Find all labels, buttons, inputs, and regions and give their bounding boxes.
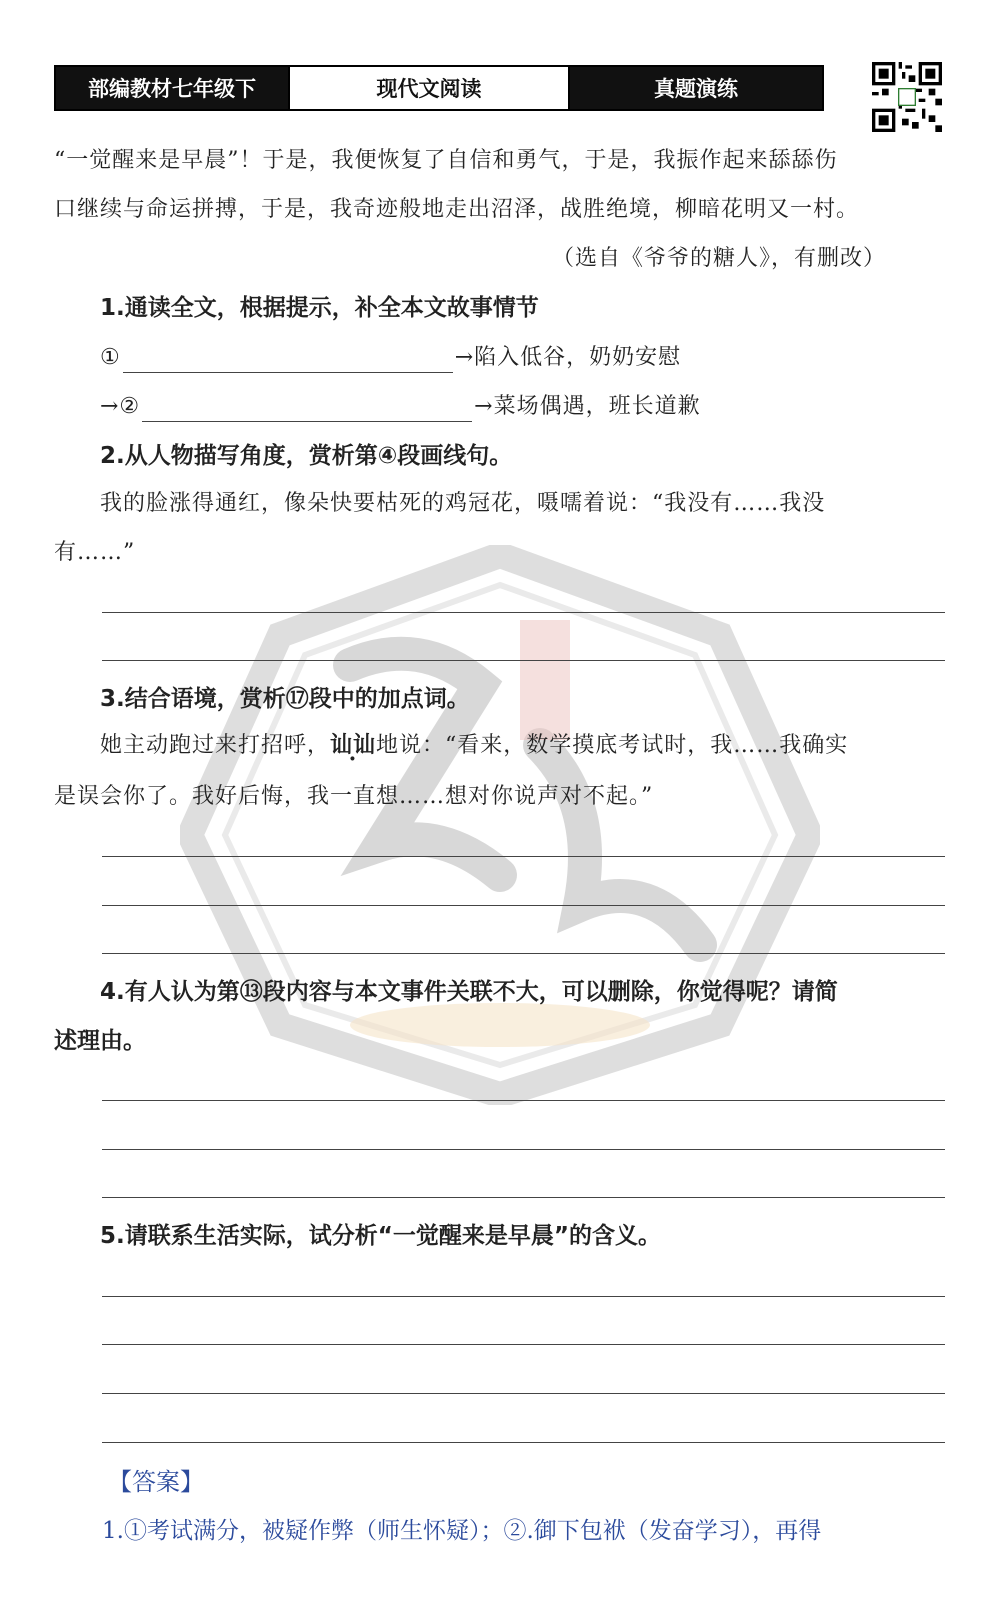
q3-dotted-word: 讪讪 xyxy=(330,732,377,758)
q3-answer-line-3[interactable] xyxy=(102,953,945,954)
passage-line-1: “一觉醒来是早晨”！于是，我便恢复了自信和勇气，于是，我振作起来舔舔伤 xyxy=(54,148,838,173)
q3-quote-part-b: 地说：“看来，数学摸底考试时，我……我确实 xyxy=(376,733,849,758)
question-4-title-line-2: 述理由。 xyxy=(54,1028,146,1054)
q1-blank-2[interactable] xyxy=(142,397,472,422)
q3-quote-line-2: 是误会你了。我好后悔，我一直想……想对你说声对不起。” xyxy=(54,784,654,809)
question-3-title: 3.结合语境，赏析⑰段中的加点词。 xyxy=(100,686,470,712)
question-2-title: 2.从人物描写角度，赏析第④段画线句。 xyxy=(100,443,513,469)
q3-answer-line-2[interactable] xyxy=(102,905,945,906)
header-section: 现代文阅读 xyxy=(288,67,570,109)
q1-item-2 xyxy=(100,392,701,422)
q1-item-1-prefix: ① xyxy=(100,345,121,370)
answer-label: 【答案】 xyxy=(108,1468,204,1496)
passage-line-2: 口继续与命运拼搏，于是，我奇迹般地走出沼泽，战胜绝境，柳暗花明又一村。 xyxy=(54,197,860,222)
watermark-logo xyxy=(180,545,820,1105)
q5-answer-line-4[interactable] xyxy=(102,1442,945,1443)
q2-quote-line-1: 我的脸涨得通红，像朵快要枯死的鸡冠花，嗫嚅着说：“我没有……我没 xyxy=(100,491,826,516)
q1-item-2-suffix: →菜场偶遇，班长道歉 xyxy=(474,394,701,419)
answer-line-1: 1.①考试满分，被疑作弊（师生怀疑）；②.御下包袱（发奋学习），再得 xyxy=(102,1518,822,1544)
q4-answer-line-3[interactable] xyxy=(102,1197,945,1198)
header-banner xyxy=(54,65,824,111)
q3-quote-part-a: 她主动跑过来打招呼， xyxy=(100,733,331,758)
header-practice: 真题演练 xyxy=(570,67,822,109)
q2-quote-line-2: 有……” xyxy=(54,540,136,565)
q2-answer-line-1[interactable] xyxy=(102,612,945,613)
q4-answer-line-1[interactable] xyxy=(102,1100,945,1101)
q1-blank-1[interactable] xyxy=(123,348,453,373)
q4-answer-line-2[interactable] xyxy=(102,1149,945,1150)
question-1-title: 1.通读全文，根据提示，补全本文故事情节 xyxy=(100,295,539,321)
passage-source: （选自《爷爷的糖人》，有删改） xyxy=(552,246,887,271)
question-5-title: 5.请联系生活实际，试分析“一觉醒来是早晨”的含义。 xyxy=(100,1223,661,1249)
question-4-title-line-1: 4.有人认为第⑬段内容与本文事件关联不大，可以删除，你觉得呢？请简 xyxy=(100,979,838,1005)
q1-item-1 xyxy=(100,343,681,373)
q5-answer-line-2[interactable] xyxy=(102,1344,945,1345)
q5-answer-line-3[interactable] xyxy=(102,1393,945,1394)
q1-item-2-prefix: →② xyxy=(100,394,141,419)
q1-item-1-suffix: →陷入低谷，奶奶安慰 xyxy=(454,345,682,370)
q2-answer-line-2[interactable] xyxy=(102,660,945,661)
qr-code-icon xyxy=(872,62,942,132)
header-grade: 部编教材七年级下 xyxy=(56,67,288,109)
q5-answer-line-1[interactable] xyxy=(102,1296,945,1297)
q3-answer-line-1[interactable] xyxy=(102,856,945,857)
q3-quote-line-1 xyxy=(100,730,848,761)
